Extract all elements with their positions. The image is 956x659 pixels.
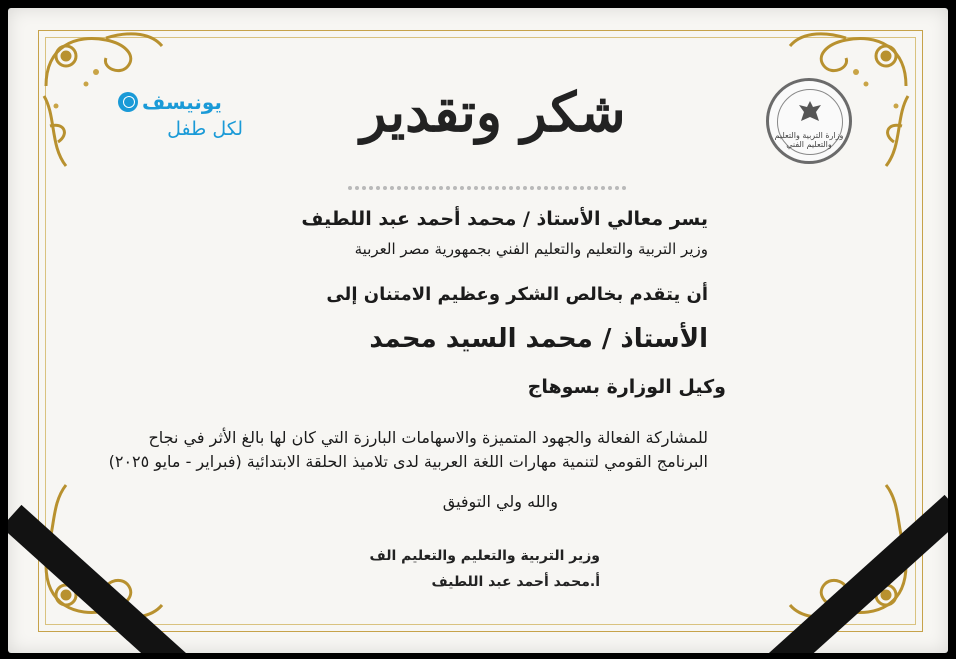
reason-line-1: للمشاركة الفعالة والجهود المتميزة والاسهامات البارزة التي كان لها بالغ الأثر في نجاح: [148, 428, 708, 447]
unicef-globe-icon: [118, 92, 138, 112]
certificate-paper: [8, 8, 948, 653]
signature-title: وزير التربية والتعليم والتعليم الف: [369, 548, 600, 564]
signature-name: أ.محمد أحمد عبد اللطيف: [431, 574, 600, 590]
recipient-name: الأستاذ / محمد السيد محمد: [369, 324, 708, 354]
ministry-seal: [766, 78, 852, 164]
eagle-icon: [795, 99, 825, 127]
unicef-tagline: لكل طفل: [167, 118, 243, 140]
presenter-line: يسر معالي الأستاذ / محمد أحمد عبد اللطيف: [301, 208, 708, 230]
divider-dots: [348, 186, 626, 192]
unicef-name: يونيسف: [142, 90, 222, 114]
presenter-title: وزير التربية والتعليم والتعليم الفني بجمهورية مصر العربية: [354, 240, 708, 258]
title-text: شكر وتقدير: [360, 80, 626, 144]
reason-line-2: البرنامج القومي لتنمية مهارات اللغة العربية لدى تلاميذ الحلقة الابتدائية (فبراير - مايو ٢٠٢٥): [108, 452, 708, 471]
recipient-role: وكيل الوزارة بسوهاج: [527, 376, 726, 398]
closing-line: والله ولي التوفيق: [442, 492, 558, 511]
certificate-title: [308, 70, 678, 160]
thanks-intro: أن يتقدم بخالص الشكر وعظيم الامتنان إلى: [326, 284, 708, 305]
unicef-logo: [113, 90, 243, 140]
seal-text: وزارة التربية والتعليم والتعليم الفني: [774, 131, 844, 149]
